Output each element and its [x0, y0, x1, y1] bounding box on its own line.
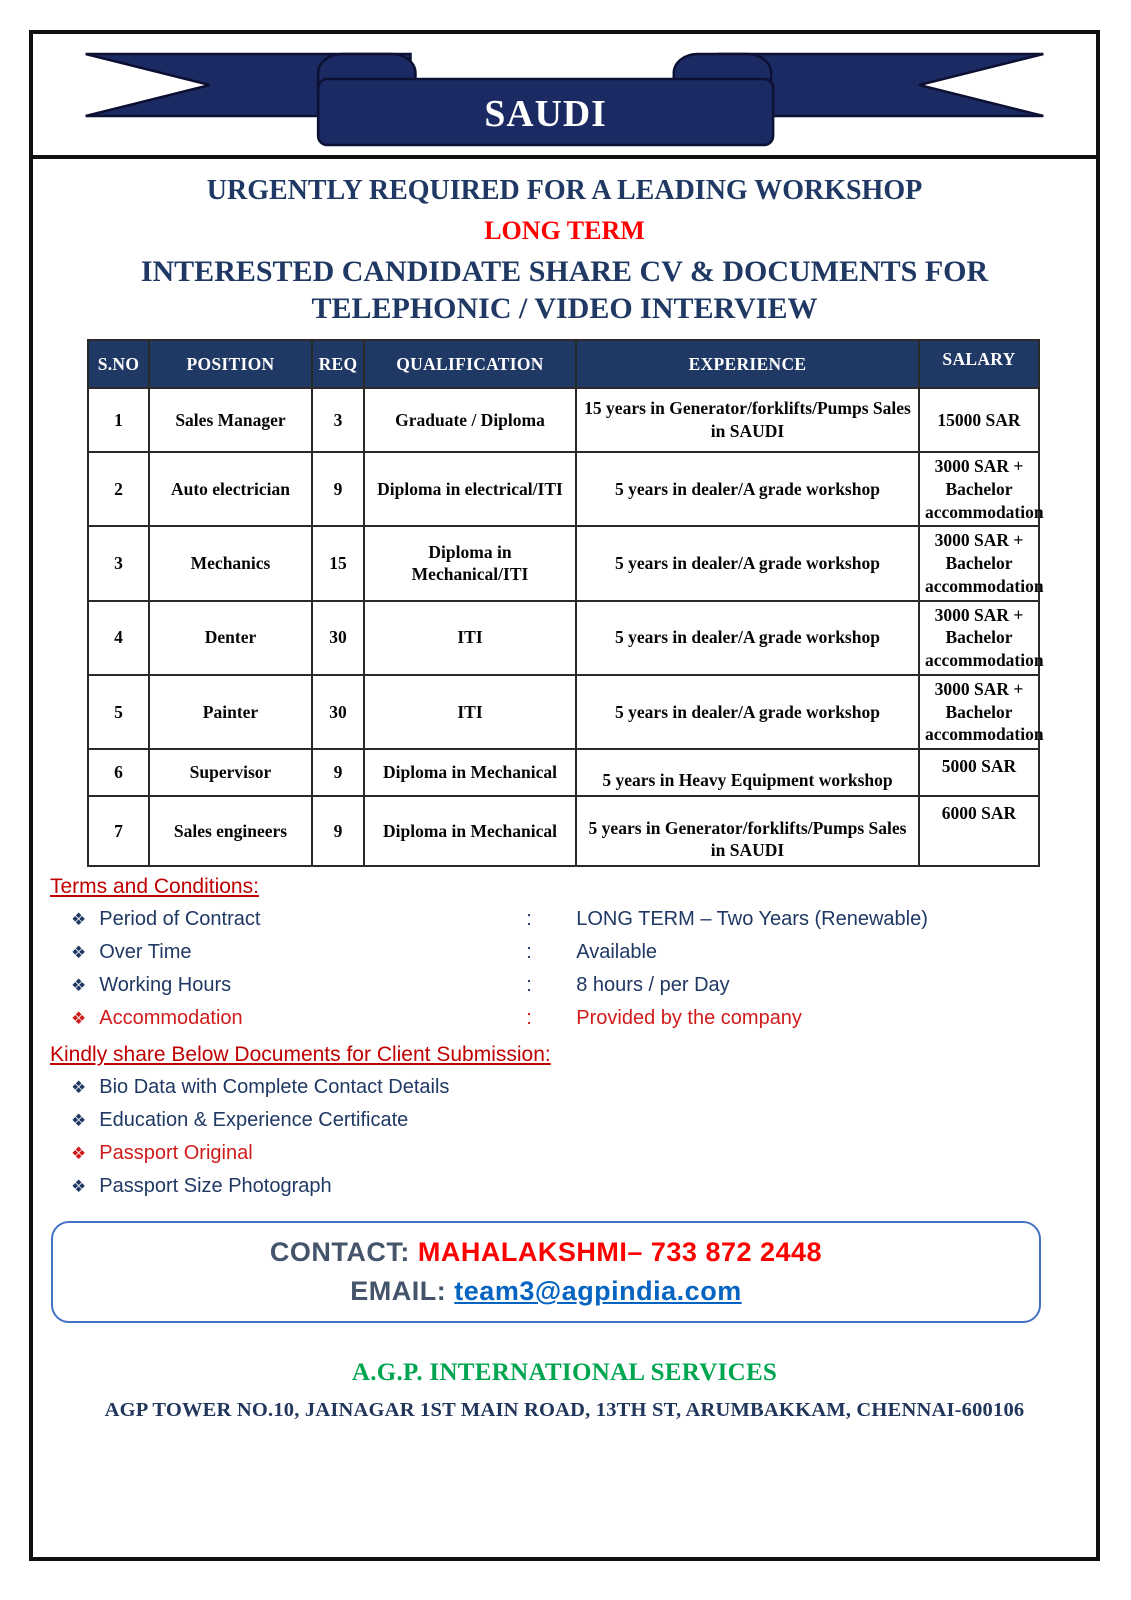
term-item — [71, 903, 1096, 936]
cell-qualification: Diploma in electrical/ITI — [364, 452, 576, 526]
document-label: Bio Data with Complete Contact Details — [99, 1076, 450, 1098]
diamond-bullet-icon: ❖ — [71, 976, 87, 995]
poster-frame — [29, 30, 1100, 1561]
term-item — [71, 1002, 1096, 1035]
diamond-bullet-icon: ❖ — [71, 943, 87, 962]
cell-position: Supervisor — [149, 749, 312, 796]
column-header-experience: EXPERIENCE — [576, 340, 919, 388]
cell-qualification: ITI — [364, 675, 576, 749]
cell-experience: 5 years in Generator/forklifts/Pumps Sales in SAUDI — [576, 796, 919, 866]
document-label: Passport Original — [99, 1142, 253, 1164]
term-value: Available — [576, 941, 658, 963]
diamond-bullet-icon: ❖ — [71, 1078, 87, 1097]
column-header-salary: SALARY — [919, 340, 1039, 388]
cell-experience: 15 years in Generator/forklifts/Pumps Sales in SAUDI — [576, 388, 919, 452]
cell-req: 9 — [312, 796, 364, 866]
table-row — [88, 452, 1039, 526]
table-row — [88, 526, 1039, 600]
cell-sno: 3 — [88, 526, 149, 600]
cell-qualification: Graduate / Diploma — [364, 388, 576, 452]
term-colon: : — [526, 974, 532, 996]
table-row — [88, 796, 1039, 866]
cell-qualification: Diploma in Mechanical — [364, 796, 576, 866]
diamond-bullet-icon: ❖ — [71, 910, 87, 929]
heading-urgently-required: URGENTLY REQUIRED FOR A LEADING WORKSHOP — [206, 175, 923, 206]
document-item — [71, 1170, 1096, 1203]
term-label: Period of Contract — [99, 908, 261, 930]
column-header-sno: S.NO — [88, 340, 149, 388]
cell-req: 30 — [312, 601, 364, 675]
documents-list — [33, 1071, 1096, 1203]
contact-line — [270, 1237, 822, 1268]
document-item — [71, 1137, 1096, 1170]
job-table-body — [88, 388, 1044, 866]
diamond-bullet-icon: ❖ — [71, 1144, 87, 1163]
heading-long-term: LONG TERM — [484, 216, 645, 245]
table-row — [88, 601, 1039, 675]
diamond-bullet-icon: ❖ — [71, 1177, 87, 1196]
term-label: Over Time — [99, 941, 192, 963]
cell-req: 9 — [312, 749, 364, 796]
cell-qualification: Diploma in Mechanical/ITI — [364, 526, 576, 600]
term-colon: : — [526, 941, 532, 963]
cell-req: 3 — [312, 388, 364, 452]
cell-sno: 1 — [88, 388, 149, 452]
terms-section — [33, 875, 1096, 1035]
banner-title: SAUDI — [484, 92, 607, 136]
term-item — [71, 969, 1096, 1002]
contact-phone: MAHALAKSHMI– 733 872 2448 — [417, 1237, 823, 1267]
cell-salary: 3000 SAR + Bachelor accommodation — [919, 601, 1039, 675]
terms-list — [33, 903, 1096, 1035]
cell-salary: 15000 SAR — [919, 388, 1039, 452]
diamond-bullet-icon: ❖ — [71, 1111, 87, 1130]
cell-experience: 5 years in dealer/A grade workshop — [576, 526, 919, 600]
cell-position: Mechanics — [149, 526, 312, 600]
table-row — [88, 388, 1039, 452]
term-label: Accommodation — [99, 1007, 243, 1029]
cell-experience: 5 years in dealer/A grade workshop — [576, 601, 919, 675]
cell-salary: 3000 SAR + Bachelor accommodation — [919, 526, 1039, 600]
banner-band — [33, 34, 1096, 159]
cell-position: Denter — [149, 601, 312, 675]
cell-position: Sales Manager — [149, 388, 312, 452]
cell-salary: 6000 SAR — [919, 796, 1039, 866]
cell-position: Painter — [149, 675, 312, 749]
document-item — [71, 1104, 1096, 1137]
cell-position: Auto electrician — [149, 452, 312, 526]
terms-heading: Terms and Conditions: — [50, 875, 259, 898]
heading-interview-mode: TELEPHONIC / VIDEO INTERVIEW — [311, 292, 818, 325]
heading-share-cv: INTERESTED CANDIDATE SHARE CV & DOCUMENTS FOR — [140, 255, 989, 288]
table-row — [88, 675, 1039, 749]
term-colon: : — [526, 1007, 532, 1029]
document-item — [71, 1071, 1096, 1104]
term-value: 8 hours / per Day — [576, 974, 730, 996]
document-label: Education & Experience Certificate — [99, 1109, 409, 1131]
email-link[interactable]: team3@agpindia.com — [454, 1276, 742, 1306]
contact-label: CONTACT: — [269, 1237, 410, 1267]
contact-box — [51, 1221, 1041, 1323]
cell-qualification: ITI — [364, 601, 576, 675]
cell-experience: 5 years in dealer/A grade workshop — [576, 452, 919, 526]
document-label: Passport Size Photograph — [99, 1175, 332, 1197]
cell-req: 15 — [312, 526, 364, 600]
cell-experience: 5 years in Heavy Equipment workshop — [576, 749, 919, 796]
column-header-req: REQ — [312, 340, 364, 388]
column-header-qualification: QUALIFICATION — [364, 340, 576, 388]
cell-req: 30 — [312, 675, 364, 749]
term-label: Working Hours — [99, 974, 232, 996]
cell-sno: 4 — [88, 601, 149, 675]
email-label: EMAIL: — [350, 1276, 447, 1306]
cell-salary: 3000 SAR + Bachelor accommodation — [919, 675, 1039, 749]
email-line — [350, 1276, 741, 1307]
cell-req: 9 — [312, 452, 364, 526]
cell-sno: 6 — [88, 749, 149, 796]
documents-section — [33, 1043, 1096, 1203]
company-address: AGP TOWER NO.10, JAINAGAR 1ST MAIN ROAD, 13TH ST, ARUMBAKKAM, CHENNAI-600106 — [104, 1399, 1025, 1421]
cell-qualification: Diploma in Mechanical — [364, 749, 576, 796]
cell-position: Sales engineers — [149, 796, 312, 866]
vacancies-table — [87, 339, 1044, 867]
cell-experience: 5 years in dealer/A grade workshop — [576, 675, 919, 749]
column-header-position: POSITION — [149, 340, 312, 388]
table-row — [88, 749, 1039, 796]
term-item — [71, 936, 1096, 969]
term-value: Provided by the company — [576, 1007, 802, 1029]
ribbon-banner-icon — [33, 34, 1096, 155]
headings-block — [33, 175, 1096, 326]
company-name: A.G.P. INTERNATIONAL SERVICES — [351, 1359, 778, 1386]
table-header-row — [88, 340, 1039, 388]
cell-salary: 5000 SAR — [919, 749, 1039, 796]
cell-sno: 7 — [88, 796, 149, 866]
term-colon: : — [526, 908, 532, 930]
cell-sno: 5 — [88, 675, 149, 749]
diamond-bullet-icon: ❖ — [71, 1009, 87, 1028]
cell-salary: 3000 SAR + Bachelor accommodation — [919, 452, 1039, 526]
documents-heading: Kindly share Below Documents for Client Submission: — [50, 1043, 551, 1066]
cell-sno: 2 — [88, 452, 149, 526]
term-value: LONG TERM – Two Years (Renewable) — [576, 908, 928, 930]
